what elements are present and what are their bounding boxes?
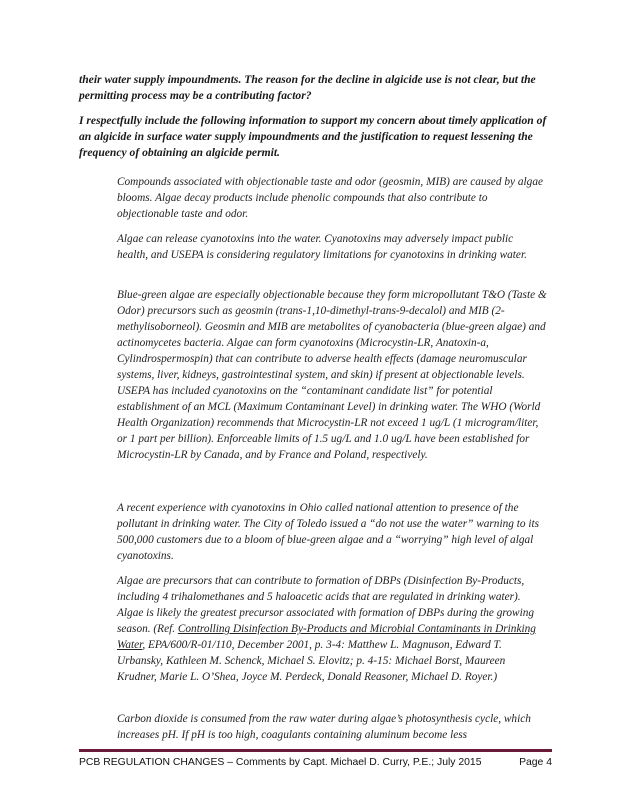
page-number: Page 4 — [519, 757, 552, 768]
paragraph-dbp-precursors — [117, 573, 547, 685]
intro-paragraph-2: I respectfully include the following information to support my concern about timely application of an algicide in surface water supply impoundments and the justification to request lessening the frequency of obtaining an algicide permit. — [79, 114, 547, 159]
paragraph-ohio-toledo: A recent experience with cyanotoxins in Ohio called national attention to presence of the pollutant in drinking water. The City of Toledo issued a “do not use the water” warning to its 500,000 customers due to a bloom of blue-green algae and a “worrying” high level of algal cyanotoxins. — [117, 502, 539, 562]
paragraph-cyanotoxins: Algae can release cyanotoxins into the water. Cyanotoxins may adversely impact public health, and USEPA is considering regulatory limitations for cyanotoxins in drinking water. — [117, 233, 527, 261]
intro-paragraph-1: their water supply impoundments. The reason for the decline in algicide use is not clear, but the permitting process may be a contributing factor? — [79, 73, 536, 102]
dbp-text-before: Algae are precursors that can contribute to formation of DBPs (Disinfection By-Products, including 4 trihalomethanes and 5 haloacetic acids that are regulated in drinking water). Algae is likely the greatest precursor associated with formation of DBPs during the growing season. (Ref. — [117, 575, 535, 635]
footer-title: PCB REGULATION CHANGES – Comments by Capt. Michael D. Curry, P.E.; July 2015 — [79, 757, 482, 768]
dbp-text-after: , EPA/600/R-01/110, December 2001, p. 3-4: Matthew L. Magnuson, Edward T. Urbansky, Kathleen M. Schenck, Michael S. Elovitz; p. 4-15: Michael Borst, Maureen Krudner, Marie L. O’Shea, Joyce M. Perdeck, Donald Reasoner, Michael D. Royer.) — [117, 639, 506, 683]
paragraph-blue-green-algae: Blue-green algae are especially objectionable because they form micropollutant T&O (Taste & Odor) precursors such as geosmin (trans-1,10-dimethyl-trans-9-decalol) and MIB (2-methylisoborneol). Geosmin and MIB are metabolites of cyanobacteria (blue-green algae) and actinomycetes bacteria. Algae can form cyanotoxins (Microcystin-LR, Anatoxin-a, Cylindrospermospin) that can contribute to adverse health effects (damage neuromuscular systems, liver, kidneys, gastrointestinal system, and skin) if present at objectionable levels. USEPA has included cyanotoxins on the “contaminant candidate list” for potential establishment of an MCL (Maximum Contaminant Level) in drinking water. The WHO (World Health Organization) recommends that Microcystin-LR not exceed 1 ug/L (1 microgram/liter, or 1 part per billion). Enforceable limits of 1.5 ug/L and 1.0 ug/L have been established for Microcystin-LR by Canada, and by France and Poland, respectively. — [117, 289, 547, 461]
paragraph-taste-odor: Compounds associated with objectionable taste and odor (geosmin, MIB) are caused by algae blooms. Algae decay products include phenolic compounds that also contribute to objectionable taste and odor. — [117, 176, 543, 220]
reference-title: Controlling Disinfection By-Products and Microbial Contaminants in Drinking Water — [117, 623, 536, 651]
footer-rule — [79, 749, 552, 752]
paragraph-carbon-dioxide: Carbon dioxide is consumed from the raw water during algae’s photosynthesis cycle, which increases pH. If pH is too high, coagulants containing aluminum become less — [117, 713, 531, 741]
